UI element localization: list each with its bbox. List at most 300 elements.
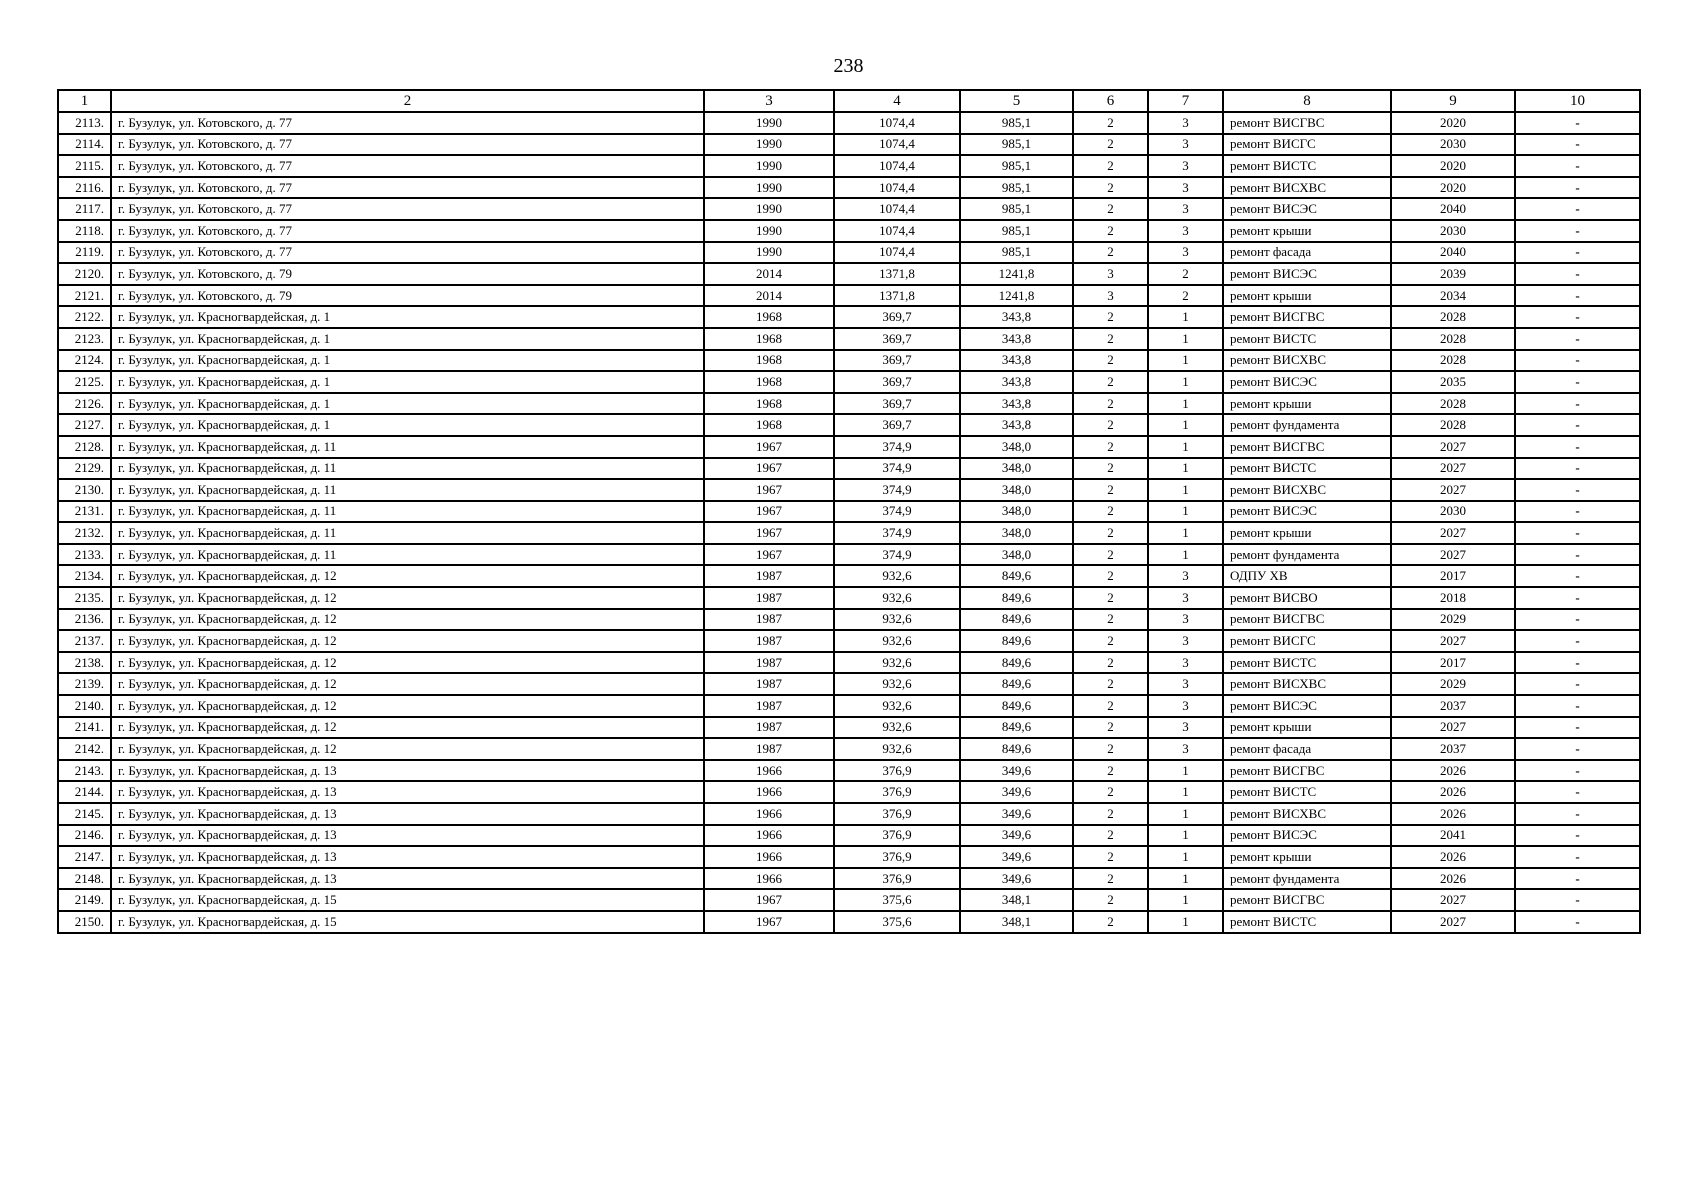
- total-area-cell: 932,6: [834, 565, 960, 587]
- table-row: [58, 630, 1640, 652]
- note-cell: -: [1515, 112, 1640, 134]
- row-number: 2120.: [58, 263, 111, 285]
- floors-cell: 2: [1073, 522, 1148, 544]
- planned-year-cell: 2026: [1391, 803, 1515, 825]
- work-type-cell: ремонт ВИСТС: [1223, 155, 1391, 177]
- living-area-cell: 343,8: [960, 393, 1073, 415]
- address-cell: г. Бузулук, ул. Котовского, д. 77: [111, 134, 704, 156]
- planned-year-cell: 2026: [1391, 868, 1515, 890]
- year-cell: 1966: [704, 846, 834, 868]
- living-area-cell: 985,1: [960, 242, 1073, 264]
- table-row: [58, 242, 1640, 264]
- note-cell: -: [1515, 803, 1640, 825]
- living-area-cell: 849,6: [960, 695, 1073, 717]
- floors-cell: 2: [1073, 371, 1148, 393]
- note-cell: -: [1515, 155, 1640, 177]
- note-cell: -: [1515, 717, 1640, 739]
- planned-year-cell: 2027: [1391, 630, 1515, 652]
- work-type-cell: ремонт ВИСХВС: [1223, 673, 1391, 695]
- table-row: [58, 825, 1640, 847]
- planned-year-cell: 2037: [1391, 738, 1515, 760]
- living-area-cell: 1241,8: [960, 263, 1073, 285]
- total-area-cell: 374,9: [834, 501, 960, 523]
- entrances-cell: 3: [1148, 630, 1223, 652]
- entrances-cell: 1: [1148, 479, 1223, 501]
- work-type-cell: ремонт крыши: [1223, 846, 1391, 868]
- work-type-cell: ремонт ВИСЭС: [1223, 198, 1391, 220]
- planned-year-cell: 2027: [1391, 436, 1515, 458]
- work-type-cell: ремонт ВИСЭС: [1223, 825, 1391, 847]
- living-area-cell: 1241,8: [960, 285, 1073, 307]
- row-number: 2129.: [58, 458, 111, 480]
- row-number: 2144.: [58, 781, 111, 803]
- floors-cell: 2: [1073, 328, 1148, 350]
- note-cell: -: [1515, 371, 1640, 393]
- address-cell: г. Бузулук, ул. Котовского, д. 79: [111, 263, 704, 285]
- note-cell: -: [1515, 220, 1640, 242]
- column-header: 5: [960, 90, 1073, 112]
- registry-table: [57, 89, 1641, 934]
- table-row: [58, 306, 1640, 328]
- floors-cell: 2: [1073, 717, 1148, 739]
- row-number: 2118.: [58, 220, 111, 242]
- note-cell: -: [1515, 587, 1640, 609]
- address-cell: г. Бузулук, ул. Красногвардейская, д. 1: [111, 393, 704, 415]
- work-type-cell: ремонт ВИСЭС: [1223, 695, 1391, 717]
- row-number: 2148.: [58, 868, 111, 890]
- total-area-cell: 1371,8: [834, 285, 960, 307]
- year-cell: 1990: [704, 242, 834, 264]
- table-row: [58, 544, 1640, 566]
- table-row: [58, 177, 1640, 199]
- work-type-cell: ремонт ВИСГВС: [1223, 609, 1391, 631]
- table-row: [58, 328, 1640, 350]
- total-area-cell: 1371,8: [834, 263, 960, 285]
- entrances-cell: 1: [1148, 803, 1223, 825]
- column-header: 2: [111, 90, 704, 112]
- work-type-cell: ремонт ВИСЭС: [1223, 371, 1391, 393]
- entrances-cell: 1: [1148, 393, 1223, 415]
- year-cell: 1966: [704, 868, 834, 890]
- entrances-cell: 2: [1148, 263, 1223, 285]
- address-cell: г. Бузулук, ул. Красногвардейская, д. 15: [111, 911, 704, 933]
- note-cell: -: [1515, 825, 1640, 847]
- entrances-cell: 1: [1148, 825, 1223, 847]
- planned-year-cell: 2027: [1391, 522, 1515, 544]
- total-area-cell: 932,6: [834, 630, 960, 652]
- table-row: [58, 846, 1640, 868]
- total-area-cell: 369,7: [834, 306, 960, 328]
- row-number: 2113.: [58, 112, 111, 134]
- planned-year-cell: 2026: [1391, 781, 1515, 803]
- year-cell: 1967: [704, 436, 834, 458]
- planned-year-cell: 2027: [1391, 889, 1515, 911]
- living-area-cell: 849,6: [960, 738, 1073, 760]
- living-area-cell: 349,6: [960, 803, 1073, 825]
- address-cell: г. Бузулук, ул. Красногвардейская, д. 11: [111, 501, 704, 523]
- living-area-cell: 849,6: [960, 673, 1073, 695]
- floors-cell: 2: [1073, 738, 1148, 760]
- year-cell: 1987: [704, 630, 834, 652]
- note-cell: -: [1515, 306, 1640, 328]
- living-area-cell: 985,1: [960, 220, 1073, 242]
- year-cell: 1967: [704, 501, 834, 523]
- work-type-cell: ремонт ВИСГС: [1223, 134, 1391, 156]
- note-cell: -: [1515, 760, 1640, 782]
- floors-cell: 2: [1073, 155, 1148, 177]
- address-cell: г. Бузулук, ул. Красногвардейская, д. 11: [111, 458, 704, 480]
- entrances-cell: 1: [1148, 544, 1223, 566]
- planned-year-cell: 2028: [1391, 414, 1515, 436]
- table-row: [58, 565, 1640, 587]
- planned-year-cell: 2028: [1391, 328, 1515, 350]
- floors-cell: 2: [1073, 220, 1148, 242]
- address-cell: г. Бузулук, ул. Красногвардейская, д. 13: [111, 846, 704, 868]
- year-cell: 1968: [704, 393, 834, 415]
- work-type-cell: ремонт ВИСГВС: [1223, 889, 1391, 911]
- row-number: 2123.: [58, 328, 111, 350]
- floors-cell: 2: [1073, 350, 1148, 372]
- row-number: 2135.: [58, 587, 111, 609]
- row-number: 2142.: [58, 738, 111, 760]
- address-cell: г. Бузулук, ул. Красногвардейская, д. 1: [111, 328, 704, 350]
- work-type-cell: ремонт ВИСТС: [1223, 781, 1391, 803]
- floors-cell: 2: [1073, 911, 1148, 933]
- row-number: 2126.: [58, 393, 111, 415]
- floors-cell: 2: [1073, 673, 1148, 695]
- total-area-cell: 1074,4: [834, 242, 960, 264]
- note-cell: -: [1515, 198, 1640, 220]
- row-number: 2124.: [58, 350, 111, 372]
- table-row: [58, 587, 1640, 609]
- entrances-cell: 3: [1148, 717, 1223, 739]
- note-cell: -: [1515, 846, 1640, 868]
- row-number: 2127.: [58, 414, 111, 436]
- living-area-cell: 349,6: [960, 760, 1073, 782]
- total-area-cell: 369,7: [834, 371, 960, 393]
- note-cell: -: [1515, 673, 1640, 695]
- living-area-cell: 985,1: [960, 198, 1073, 220]
- floors-cell: 2: [1073, 587, 1148, 609]
- year-cell: 1987: [704, 609, 834, 631]
- address-cell: г. Бузулук, ул. Котовского, д. 77: [111, 220, 704, 242]
- planned-year-cell: 2020: [1391, 177, 1515, 199]
- planned-year-cell: 2020: [1391, 112, 1515, 134]
- row-number: 2122.: [58, 306, 111, 328]
- work-type-cell: ремонт ВИСГВС: [1223, 436, 1391, 458]
- total-area-cell: 369,7: [834, 393, 960, 415]
- floors-cell: 2: [1073, 565, 1148, 587]
- floors-cell: 2: [1073, 177, 1148, 199]
- entrances-cell: 1: [1148, 328, 1223, 350]
- planned-year-cell: 2026: [1391, 846, 1515, 868]
- address-cell: г. Бузулук, ул. Красногвардейская, д. 1: [111, 350, 704, 372]
- note-cell: -: [1515, 609, 1640, 631]
- planned-year-cell: 2027: [1391, 458, 1515, 480]
- row-number: 2125.: [58, 371, 111, 393]
- planned-year-cell: 2027: [1391, 717, 1515, 739]
- table-row: [58, 479, 1640, 501]
- address-cell: г. Бузулук, ул. Красногвардейская, д. 12: [111, 717, 704, 739]
- floors-cell: 3: [1073, 263, 1148, 285]
- floors-cell: 2: [1073, 458, 1148, 480]
- row-number: 2114.: [58, 134, 111, 156]
- floors-cell: 2: [1073, 825, 1148, 847]
- year-cell: 1968: [704, 371, 834, 393]
- planned-year-cell: 2027: [1391, 479, 1515, 501]
- planned-year-cell: 2026: [1391, 760, 1515, 782]
- table-row: [58, 350, 1640, 372]
- entrances-cell: 3: [1148, 673, 1223, 695]
- floors-cell: 2: [1073, 501, 1148, 523]
- work-type-cell: ремонт ВИСТС: [1223, 911, 1391, 933]
- total-area-cell: 375,6: [834, 889, 960, 911]
- floors-cell: 2: [1073, 760, 1148, 782]
- address-cell: г. Бузулук, ул. Красногвардейская, д. 11: [111, 544, 704, 566]
- note-cell: -: [1515, 868, 1640, 890]
- planned-year-cell: 2028: [1391, 393, 1515, 415]
- entrances-cell: 3: [1148, 738, 1223, 760]
- entrances-cell: 1: [1148, 371, 1223, 393]
- living-area-cell: 343,8: [960, 306, 1073, 328]
- total-area-cell: 376,9: [834, 846, 960, 868]
- table-row: [58, 436, 1640, 458]
- address-cell: г. Бузулук, ул. Красногвардейская, д. 12: [111, 695, 704, 717]
- total-area-cell: 1074,4: [834, 112, 960, 134]
- living-area-cell: 849,6: [960, 717, 1073, 739]
- note-cell: -: [1515, 911, 1640, 933]
- work-type-cell: ремонт фасада: [1223, 242, 1391, 264]
- address-cell: г. Бузулук, ул. Красногвардейская, д. 11: [111, 522, 704, 544]
- note-cell: -: [1515, 695, 1640, 717]
- planned-year-cell: 2027: [1391, 911, 1515, 933]
- living-area-cell: 849,6: [960, 652, 1073, 674]
- total-area-cell: 374,9: [834, 458, 960, 480]
- entrances-cell: 1: [1148, 522, 1223, 544]
- entrances-cell: 1: [1148, 350, 1223, 372]
- entrances-cell: 1: [1148, 501, 1223, 523]
- year-cell: 1966: [704, 803, 834, 825]
- address-cell: г. Бузулук, ул. Красногвардейская, д. 11: [111, 479, 704, 501]
- entrances-cell: 3: [1148, 112, 1223, 134]
- living-area-cell: 849,6: [960, 609, 1073, 631]
- table-row: [58, 458, 1640, 480]
- address-cell: г. Бузулук, ул. Котовского, д. 77: [111, 242, 704, 264]
- floors-cell: 2: [1073, 479, 1148, 501]
- floors-cell: 2: [1073, 414, 1148, 436]
- entrances-cell: 3: [1148, 220, 1223, 242]
- entrances-cell: 1: [1148, 781, 1223, 803]
- living-area-cell: 348,0: [960, 479, 1073, 501]
- work-type-cell: ремонт ВИСТС: [1223, 652, 1391, 674]
- address-cell: г. Бузулук, ул. Красногвардейская, д. 1: [111, 306, 704, 328]
- total-area-cell: 1074,4: [834, 134, 960, 156]
- table-row: [58, 155, 1640, 177]
- work-type-cell: ремонт фасада: [1223, 738, 1391, 760]
- table-row: [58, 609, 1640, 631]
- address-cell: г. Бузулук, ул. Красногвардейская, д. 1: [111, 414, 704, 436]
- row-number: 2115.: [58, 155, 111, 177]
- work-type-cell: ремонт ВИСХВС: [1223, 803, 1391, 825]
- address-cell: г. Бузулук, ул. Красногвардейская, д. 12: [111, 630, 704, 652]
- planned-year-cell: 2030: [1391, 220, 1515, 242]
- floors-cell: 2: [1073, 695, 1148, 717]
- work-type-cell: ремонт ВИСХВС: [1223, 177, 1391, 199]
- total-area-cell: 374,9: [834, 544, 960, 566]
- total-area-cell: 932,6: [834, 609, 960, 631]
- table-row: [58, 220, 1640, 242]
- entrances-cell: 2: [1148, 285, 1223, 307]
- column-header: 1: [58, 90, 111, 112]
- row-number: 2134.: [58, 565, 111, 587]
- living-area-cell: 348,0: [960, 501, 1073, 523]
- year-cell: 1987: [704, 738, 834, 760]
- living-area-cell: 349,6: [960, 846, 1073, 868]
- work-type-cell: ремонт ВИСЭС: [1223, 263, 1391, 285]
- table-row: [58, 522, 1640, 544]
- year-cell: 2014: [704, 285, 834, 307]
- entrances-cell: 1: [1148, 414, 1223, 436]
- address-cell: г. Бузулук, ул. Красногвардейская, д. 13: [111, 868, 704, 890]
- floors-cell: 2: [1073, 609, 1148, 631]
- row-number: 2149.: [58, 889, 111, 911]
- living-area-cell: 349,6: [960, 868, 1073, 890]
- year-cell: 1987: [704, 673, 834, 695]
- work-type-cell: ремонт фундамента: [1223, 544, 1391, 566]
- entrances-cell: 1: [1148, 868, 1223, 890]
- row-number: 2145.: [58, 803, 111, 825]
- total-area-cell: 932,6: [834, 587, 960, 609]
- work-type-cell: ремонт крыши: [1223, 393, 1391, 415]
- total-area-cell: 932,6: [834, 652, 960, 674]
- living-area-cell: 349,6: [960, 825, 1073, 847]
- planned-year-cell: 2018: [1391, 587, 1515, 609]
- address-cell: г. Бузулук, ул. Красногвардейская, д. 13: [111, 803, 704, 825]
- column-header: 10: [1515, 90, 1640, 112]
- note-cell: -: [1515, 134, 1640, 156]
- address-cell: г. Бузулук, ул. Красногвардейская, д. 13: [111, 781, 704, 803]
- row-number: 2119.: [58, 242, 111, 264]
- floors-cell: 3: [1073, 285, 1148, 307]
- note-cell: -: [1515, 565, 1640, 587]
- work-type-cell: ремонт ВИСХВС: [1223, 350, 1391, 372]
- living-area-cell: 985,1: [960, 112, 1073, 134]
- living-area-cell: 348,0: [960, 458, 1073, 480]
- row-number: 2121.: [58, 285, 111, 307]
- total-area-cell: 932,6: [834, 717, 960, 739]
- table-row: [58, 393, 1640, 415]
- note-cell: -: [1515, 350, 1640, 372]
- year-cell: 1968: [704, 414, 834, 436]
- total-area-cell: 932,6: [834, 695, 960, 717]
- year-cell: 1968: [704, 350, 834, 372]
- work-type-cell: ремонт ВИСГВС: [1223, 306, 1391, 328]
- floors-cell: 2: [1073, 889, 1148, 911]
- column-header: 8: [1223, 90, 1391, 112]
- table-row: [58, 112, 1640, 134]
- year-cell: 1990: [704, 155, 834, 177]
- row-number: 2116.: [58, 177, 111, 199]
- table-row: [58, 652, 1640, 674]
- total-area-cell: 374,9: [834, 522, 960, 544]
- row-number: 2133.: [58, 544, 111, 566]
- floors-cell: 2: [1073, 393, 1148, 415]
- entrances-cell: 3: [1148, 242, 1223, 264]
- floors-cell: 2: [1073, 868, 1148, 890]
- page-number: 238: [833, 55, 864, 77]
- row-number: 2132.: [58, 522, 111, 544]
- note-cell: -: [1515, 652, 1640, 674]
- work-type-cell: ОДПУ ХВ: [1223, 565, 1391, 587]
- work-type-cell: ремонт фундамента: [1223, 868, 1391, 890]
- total-area-cell: 376,9: [834, 868, 960, 890]
- entrances-cell: 3: [1148, 695, 1223, 717]
- entrances-cell: 3: [1148, 198, 1223, 220]
- planned-year-cell: 2028: [1391, 350, 1515, 372]
- address-cell: г. Бузулук, ул. Котовского, д. 77: [111, 198, 704, 220]
- note-cell: -: [1515, 393, 1640, 415]
- living-area-cell: 348,0: [960, 544, 1073, 566]
- living-area-cell: 343,8: [960, 328, 1073, 350]
- entrances-cell: 1: [1148, 889, 1223, 911]
- entrances-cell: 1: [1148, 846, 1223, 868]
- row-number: 2139.: [58, 673, 111, 695]
- total-area-cell: 1074,4: [834, 177, 960, 199]
- planned-year-cell: 2017: [1391, 565, 1515, 587]
- year-cell: 1967: [704, 458, 834, 480]
- row-number: 2128.: [58, 436, 111, 458]
- work-type-cell: ремонт ВИСВО: [1223, 587, 1391, 609]
- address-cell: г. Бузулук, ул. Котовского, д. 79: [111, 285, 704, 307]
- address-cell: г. Бузулук, ул. Котовского, д. 77: [111, 155, 704, 177]
- row-number: 2146.: [58, 825, 111, 847]
- address-cell: г. Бузулук, ул. Котовского, д. 77: [111, 112, 704, 134]
- address-cell: г. Бузулук, ул. Красногвардейская, д. 12: [111, 609, 704, 631]
- note-cell: -: [1515, 544, 1640, 566]
- planned-year-cell: 2037: [1391, 695, 1515, 717]
- column-header: 7: [1148, 90, 1223, 112]
- work-type-cell: ремонт ВИСГВС: [1223, 112, 1391, 134]
- living-area-cell: 343,8: [960, 371, 1073, 393]
- table-row: [58, 501, 1640, 523]
- year-cell: 1987: [704, 717, 834, 739]
- entrances-cell: 3: [1148, 134, 1223, 156]
- total-area-cell: 1074,4: [834, 220, 960, 242]
- work-type-cell: ремонт ВИСТС: [1223, 328, 1391, 350]
- total-area-cell: 376,9: [834, 781, 960, 803]
- total-area-cell: 369,7: [834, 414, 960, 436]
- planned-year-cell: 2017: [1391, 652, 1515, 674]
- floors-cell: 2: [1073, 198, 1148, 220]
- floors-cell: 2: [1073, 112, 1148, 134]
- column-header: 4: [834, 90, 960, 112]
- note-cell: -: [1515, 177, 1640, 199]
- year-cell: 1987: [704, 565, 834, 587]
- entrances-cell: 3: [1148, 652, 1223, 674]
- living-area-cell: 985,1: [960, 155, 1073, 177]
- address-cell: г. Бузулук, ул. Красногвардейская, д. 12: [111, 587, 704, 609]
- planned-year-cell: 2027: [1391, 544, 1515, 566]
- work-type-cell: ремонт ВИСЭС: [1223, 501, 1391, 523]
- year-cell: 1967: [704, 522, 834, 544]
- total-area-cell: 369,7: [834, 328, 960, 350]
- floors-cell: 2: [1073, 846, 1148, 868]
- entrances-cell: 3: [1148, 565, 1223, 587]
- note-cell: -: [1515, 522, 1640, 544]
- row-number: 2138.: [58, 652, 111, 674]
- table-row: [58, 134, 1640, 156]
- note-cell: -: [1515, 242, 1640, 264]
